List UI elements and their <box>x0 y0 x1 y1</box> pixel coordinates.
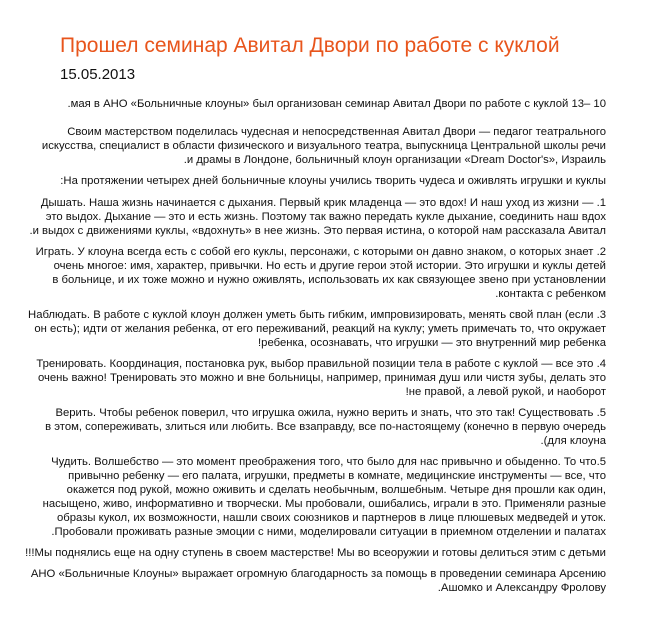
paragraph-line: .Ашомко и Александру Фролову <box>437 582 606 594</box>
paragraph-line: Наблюдать. В работе с куклой клоун должен уметь быть гибким, импровизировать, менять свой план (если .3 <box>28 309 606 321</box>
paragraph-line: образы кукол, их возможности, нашли своих союзников и партнеров в лице плюшевых медведей и уток. <box>57 512 606 524</box>
paragraph-line: .и драмы в Лондоне, больничный клоун организации «Dream Doctor's», Израиль <box>183 154 606 166</box>
paragraph-line: искусства, специалист в области физического и визуального театра, выпускница Центральной школы речи <box>41 140 606 152</box>
paragraph-line: Дышать. Наша жизнь начинается с дыхания. Первый крик младенца — это вдох! И наш уход из жизни — .1 <box>40 197 606 209</box>
paragraph-line: АНО «Больничные Клоуны» выражает огромную благодарность за помощь в проведении семинара Арсению <box>30 568 606 580</box>
paragraph-line: .(для клоуна <box>540 435 606 447</box>
paragraph-line: Тренировать. Координация, постановка рук, выбор правильной позиции тела в работе с куклой — все это .4 <box>36 358 606 370</box>
paragraph-line: .мая в АНО «Больничные клоуны» был организован семинар Авитал Двори по работе с куклой 13– 10 <box>67 98 606 110</box>
paragraph-line: окажется под рукой, можно оживить и сделать необычным, волшебным. Четыре дня прошли как один, <box>66 484 606 496</box>
paragraph-line: :На протяжении четырех дней больничные клоуны учились творить чудеса и оживлять игрушки и куклы <box>60 175 606 187</box>
paragraph-line: .Пробовали проживать разные эмоции с ними, моделировали ситуации в приемном отделении и палатах <box>51 526 606 538</box>
paragraph-line: !не правой, а левой рукой, и наоборот <box>405 386 606 398</box>
paragraph-line: в больнице, и их тоже можно и нужно оживлять, использовать их как связующее звено при установлении <box>52 274 606 286</box>
paragraph-line: Чудить. Волшебство — это момент преображения того, что было для нас привычно и обыденно. То что.5 <box>51 456 606 468</box>
paragraph-line: очень многое: имя, характер, привычки. Но есть и другие герои этой истории. Это игрушки и куклы детей <box>53 260 606 272</box>
paragraph-line: .и выдох с движениями куклы, «вдохнуть» в нее жизнь. Это первая истина, о которой нам рассказала Авитал <box>29 225 606 237</box>
paragraph-line: это выдох. Дыхание — это и есть жизнь. Поэтому так важно передать кукле дыхание, соединить наш вдох <box>45 211 606 223</box>
paragraph-line: !!!Мы поднялись еще на одну ступень в своем мастерстве! Мы во всеоружии и готовы делиться этим с детьми <box>25 547 606 559</box>
paragraph-line: .контакта с ребенком <box>495 288 606 300</box>
paragraph-line: Своим мастерством поделилась чудесная и непосредственная Авитал Двори — педагог театрального <box>67 126 606 138</box>
paragraph-line: в этом, сопереживать, злиться или любить. Все взаправду, все по-настоящему (конечно в первую очередь <box>45 421 606 433</box>
paragraph-line: насыщено, живо, информативно и творчески. Мы пробовали, ошибались, играли в это. Применяли разные <box>42 498 606 510</box>
paragraph-line: Играть. У клоуна всегда есть с собой его куклы, персонажи, с которыми он давно знаком, о которых знает .2 <box>35 246 606 258</box>
paragraph-line: Верить. Чтобы ребенок поверил, что игрушка ожила, нужно верить и знать, что это так! Существовать .5 <box>55 407 606 419</box>
paragraph-line: он есть); идти от желания ребенка, от его переживаний, реакций на куклу; уметь примечать то, что окружает <box>34 323 606 335</box>
paragraph-line: привычно ребенку — его палата, игрушки, предметы в комнате, медицинские инструменты — все, что <box>68 470 606 482</box>
paragraph-line: !ребенка, осознавать, что игрушки — это внутренний мир ребенка <box>258 337 606 349</box>
article-date: 15.05.2013 <box>60 66 136 83</box>
article-title: Прошел семинар Авитал Двори по работе с куклой <box>60 34 560 57</box>
paragraph-line: очень важно! Тренировать это можно и вне больницы, например, принимая душ или чистя зубы, делать это <box>37 372 606 384</box>
